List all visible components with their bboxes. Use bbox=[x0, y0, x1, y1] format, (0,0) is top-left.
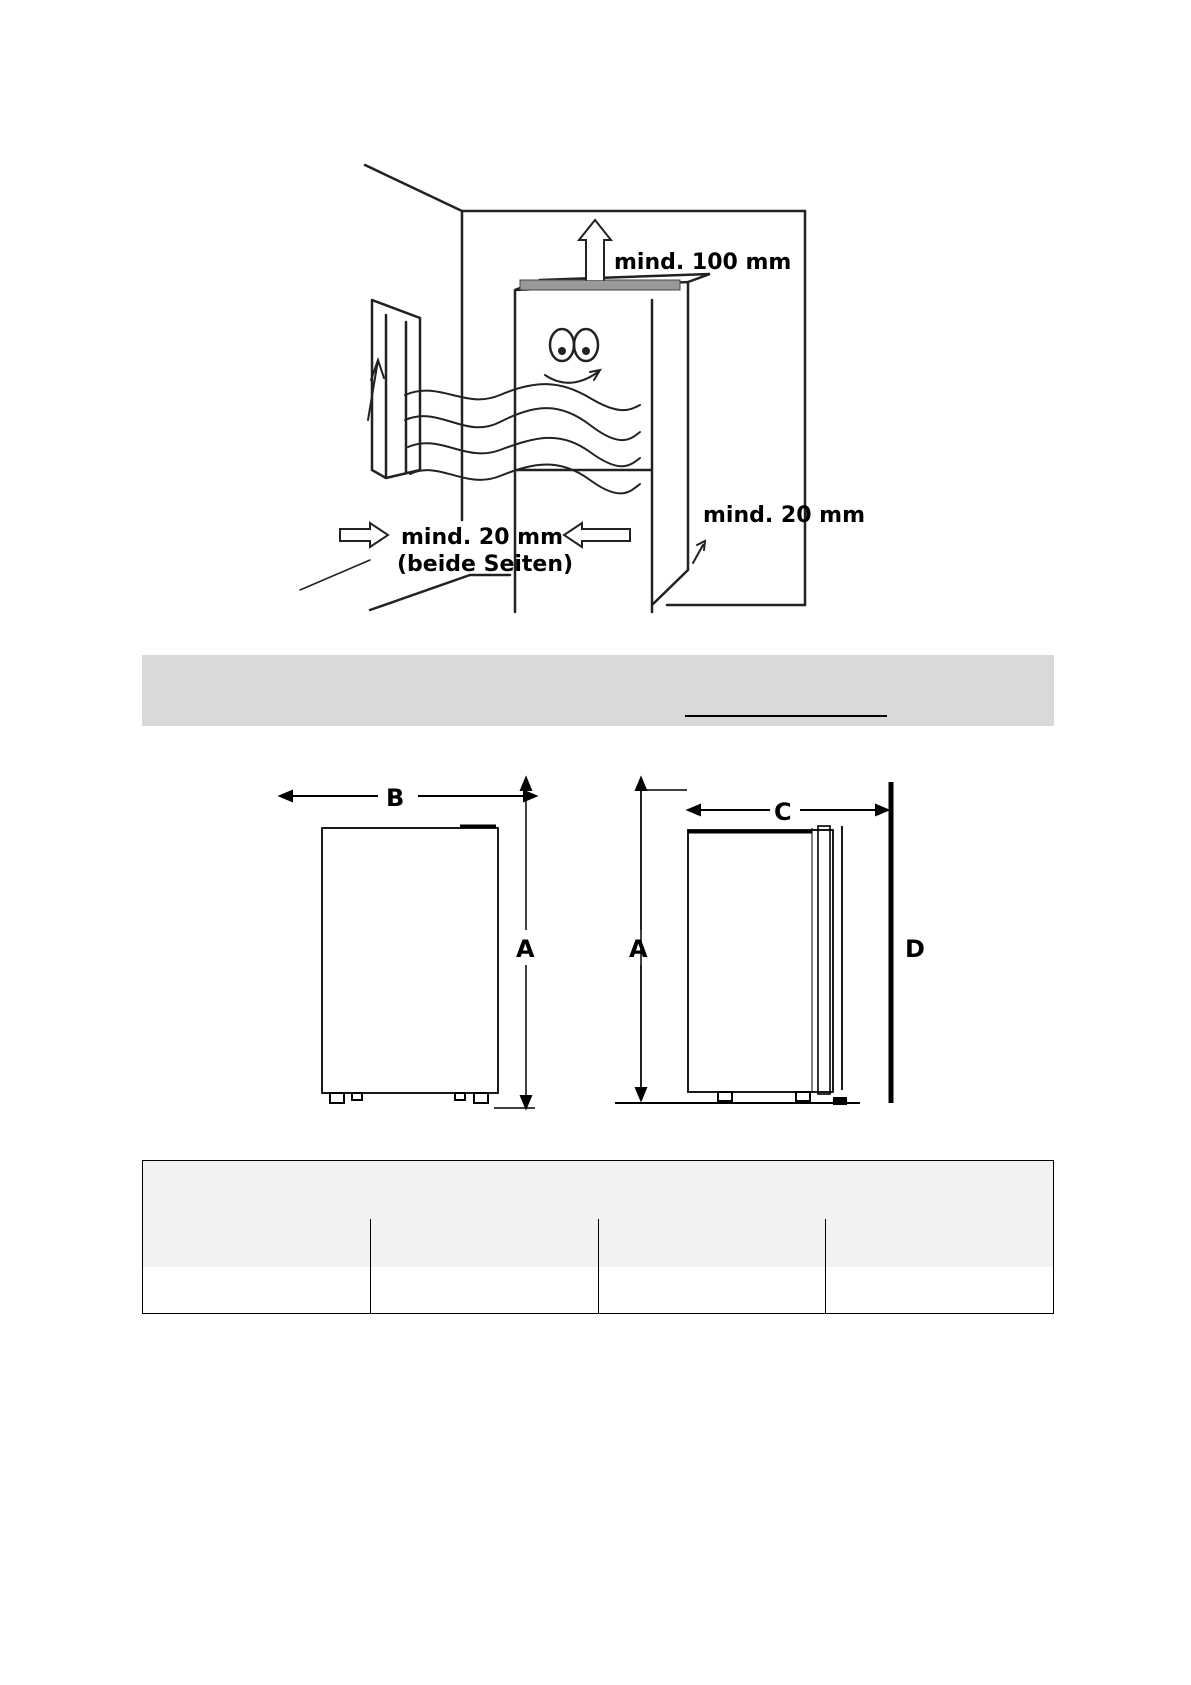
value-cell bbox=[143, 1267, 371, 1313]
heat-wave-2 bbox=[405, 408, 640, 440]
side-clearance-arrow-right-icon bbox=[564, 523, 630, 547]
header-cell bbox=[599, 1219, 827, 1267]
front-foot-mid bbox=[352, 1093, 362, 1100]
heat-wave-1 bbox=[405, 384, 640, 410]
wall-edge-line bbox=[365, 165, 462, 211]
label-back-clearance: mind. 20 mm bbox=[703, 503, 866, 528]
back-clearance-arrow-icon bbox=[693, 541, 705, 563]
table-title-row bbox=[143, 1161, 1053, 1220]
face-eye-left-icon bbox=[550, 329, 574, 361]
heat-wave-3 bbox=[408, 438, 640, 466]
header-cell bbox=[826, 1219, 1053, 1267]
face-mouth bbox=[545, 370, 600, 383]
dim-letter-a-side: A bbox=[629, 935, 648, 963]
table-row bbox=[143, 1267, 1053, 1313]
front-foot-far-right bbox=[474, 1093, 488, 1103]
header-cell bbox=[143, 1219, 371, 1267]
dim-letter-c: C bbox=[774, 798, 792, 826]
banner-underline-link bbox=[685, 715, 887, 717]
dim-arrow-c-right-icon bbox=[876, 805, 888, 815]
side-clearance-arrow-left-icon bbox=[340, 523, 388, 547]
dimension-table bbox=[142, 1160, 1054, 1314]
top-clearance-arrow-icon bbox=[579, 220, 611, 280]
side-view-body bbox=[688, 830, 833, 1092]
value-cell bbox=[371, 1267, 599, 1313]
heat-arrow bbox=[368, 360, 384, 420]
front-foot-left bbox=[330, 1093, 344, 1103]
dim-letter-a-front: A bbox=[516, 935, 535, 963]
appliance-top-vent bbox=[520, 280, 680, 290]
door-panel bbox=[818, 826, 830, 1094]
label-top-clearance: mind. 100 mm bbox=[614, 250, 792, 275]
installation-clearance-illustration bbox=[0, 0, 1191, 640]
value-cell bbox=[826, 1267, 1053, 1313]
dimension-drawing bbox=[0, 760, 1191, 1130]
table-header-row bbox=[143, 1219, 1053, 1267]
front-view-body bbox=[322, 828, 498, 1093]
value-cell bbox=[599, 1267, 827, 1313]
section-banner bbox=[142, 655, 1054, 726]
dim-letter-b: B bbox=[386, 784, 405, 812]
radiator-outline bbox=[372, 300, 420, 478]
header-cell bbox=[371, 1219, 599, 1267]
floor-line bbox=[370, 575, 510, 610]
dim-arrow-b-left-icon bbox=[280, 791, 292, 801]
face-eye-right-icon bbox=[574, 329, 598, 361]
dim-letter-d: D bbox=[905, 935, 925, 963]
label-side-clearance: mind. 20 mm bbox=[401, 525, 564, 550]
front-foot-right bbox=[455, 1093, 465, 1100]
dim-arrow-c-left-icon bbox=[688, 805, 700, 815]
label-side-clearance-note: (beide Seiten) bbox=[397, 552, 574, 577]
